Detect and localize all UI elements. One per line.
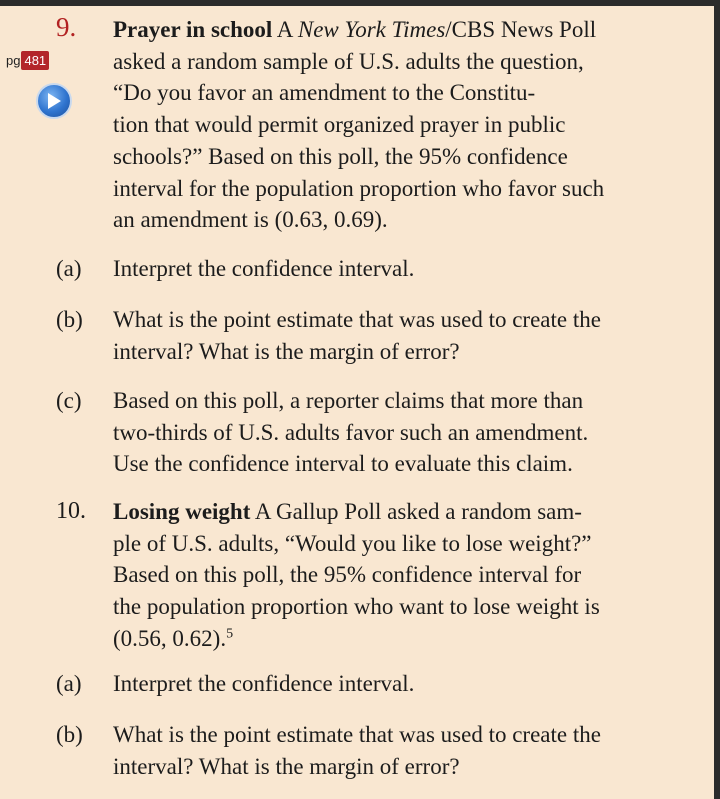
text-span: A [276, 17, 298, 42]
part-text [113, 385, 588, 480]
play-video-button[interactable] [36, 83, 72, 119]
stem-line [113, 14, 604, 46]
part-line: What is the point estimate that was used to create the [113, 307, 601, 332]
part-label: (a) [56, 256, 82, 281]
stem-line: interval for the population proportion who favor such [113, 175, 605, 201]
part-text [113, 668, 414, 700]
top-border [0, 0, 720, 6]
exercise-9-stem [113, 14, 604, 236]
text-span: /CBS News Poll [445, 17, 597, 42]
exercise-10-stem [113, 496, 600, 655]
part-label: (a) [56, 671, 82, 696]
stem-line: ple of U.S. adults, “Would you like to lose weight?” [113, 530, 592, 556]
part-text [113, 719, 601, 782]
play-icon [46, 92, 62, 110]
exercise-title: Prayer in school [113, 17, 273, 42]
exercise-title: Losing weight [113, 499, 251, 524]
footnote-marker: 5 [226, 626, 234, 642]
part-label: (b) [56, 722, 83, 747]
exercise-number: 9. [56, 12, 77, 42]
stem-line: asked a random sample of U.S. adults the question, [113, 48, 584, 74]
stem-line: schools?” Based on this poll, the 95% confidence [113, 143, 568, 169]
page-number: 481 [21, 51, 49, 70]
part-line: two-thirds of U.S. adults favor such an amendment. [113, 419, 589, 445]
stem-line: tion that would permit organized prayer in public [113, 112, 566, 138]
part-line: interval? What is the margin of error? [113, 338, 460, 364]
right-border [714, 0, 720, 799]
part-label: (b) [56, 307, 83, 332]
source-name: New York Times [297, 17, 446, 42]
part-line: Use the confidence interval to evaluate this claim. [113, 451, 573, 477]
interval-value: (0.56, 0.62). [113, 625, 227, 651]
part-line: Based on this poll, a reporter claims that more than [113, 388, 584, 413]
stem-line: an amendment is (0.63, 0.69). [113, 207, 388, 233]
part-line: Interpret the confidence interval. [113, 256, 415, 281]
part-line: interval? What is the margin of error? [113, 753, 460, 779]
part-line: Interpret the confidence interval. [113, 671, 415, 696]
part-label: (c) [56, 388, 82, 413]
part-text [113, 304, 601, 367]
page-label: pg [6, 53, 21, 68]
part-text [113, 253, 414, 285]
stem-line [113, 496, 600, 528]
exercise-number: 10. [56, 498, 86, 524]
stem-line [113, 623, 600, 655]
part-line: What is the point estimate that was used to create the [113, 722, 601, 747]
stem-line: Based on this poll, the 95% confidence interval for [113, 562, 582, 588]
stem-line: “Do you favor an amendment to the Constitu- [113, 80, 536, 106]
page-reference-badge[interactable] [6, 51, 49, 70]
text-span: A Gallup Poll asked a random sam- [250, 499, 582, 524]
stem-line: the population proportion who want to lose weight is [113, 594, 600, 620]
